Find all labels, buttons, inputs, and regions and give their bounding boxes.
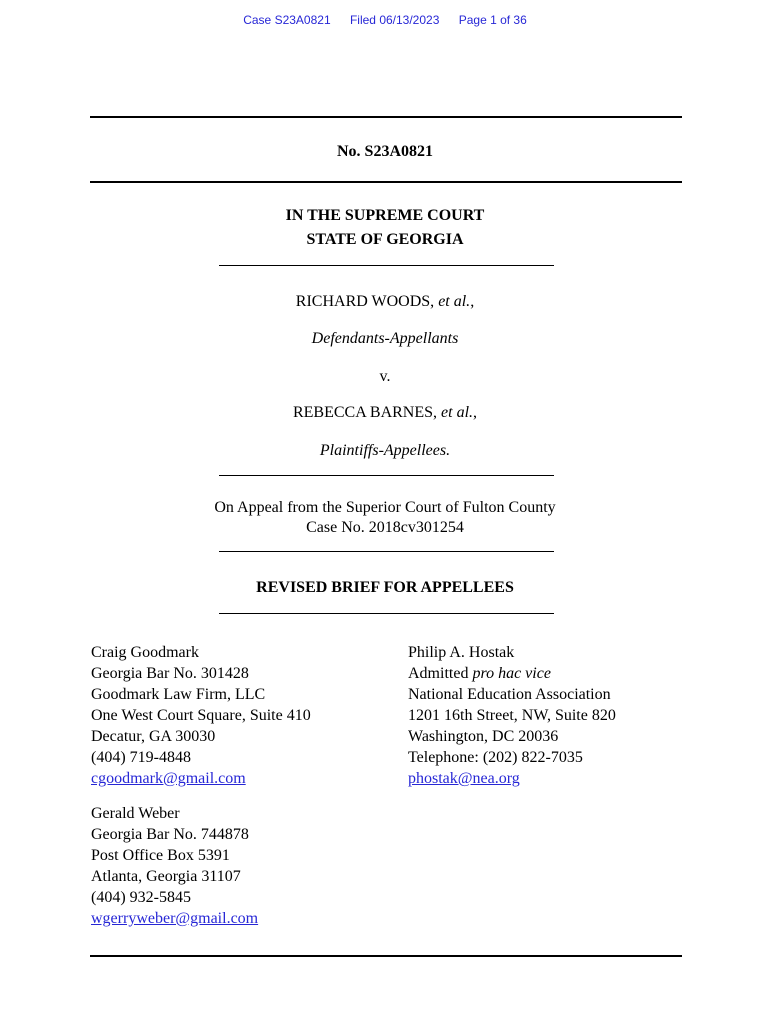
docket-number: No. S23A0821 — [336, 143, 433, 160]
counsel-organization: National Education Association — [408, 686, 611, 703]
counsel-name: Philip A. Hostak — [408, 644, 515, 661]
appellant-role: Defendants-Appellants — [311, 330, 459, 347]
counsel-phone: (404) 932-5845 — [91, 889, 191, 906]
counsel-hostak — [408, 642, 616, 789]
counsel-admission: Admitted pro hac vice — [408, 665, 551, 682]
appellee-name: REBECCA BARNES, — [292, 404, 438, 421]
counsel-email-link[interactable]: phostak@nea.org — [408, 770, 520, 787]
title-divider — [219, 613, 554, 614]
lower-court-case-number: Case No. 2018cv301254 — [306, 519, 464, 536]
filing-header — [0, 13, 770, 27]
court-name: IN THE SUPREME COURT — [285, 207, 485, 224]
counsel-email-link[interactable]: wgerryweber@gmail.com — [91, 910, 259, 927]
counsel-email-link[interactable]: cgoodmark@gmail.com — [91, 770, 246, 787]
counsel-firm: Goodmark Law Firm, LLC — [91, 686, 266, 703]
parties-divider — [219, 475, 554, 476]
appeal-divider — [219, 551, 554, 552]
counsel-goodmark — [91, 642, 311, 789]
appellee-role: Plaintiffs-Appellees. — [319, 442, 451, 459]
filing-date: Filed 06/13/2023 — [349, 13, 440, 27]
counsel-name: Gerald Weber — [91, 805, 180, 822]
filing-page-number: Page 1 of 36 — [458, 13, 527, 27]
appeal-origin: On Appeal from the Superior Court of Fulton County — [214, 499, 556, 516]
appellee-etal: et al. — [441, 404, 474, 421]
counsel-bar-number: Georgia Bar No. 301428 — [91, 665, 249, 682]
docket-rule — [90, 181, 682, 183]
versus: v. — [379, 368, 391, 385]
appellant-name: RICHARD WOODS, — [295, 293, 435, 310]
counsel-address-line-1: 1201 16th Street, NW, Suite 820 — [408, 707, 616, 724]
appellant-etal: et al. — [438, 293, 471, 310]
counsel-weber — [91, 803, 258, 929]
counsel-bar-number: Georgia Bar No. 744878 — [91, 826, 249, 843]
counsel-address-line-1: Post Office Box 5391 — [91, 847, 230, 864]
brief-title: REVISED BRIEF FOR APPELLEES — [256, 579, 514, 596]
counsel-phone: (404) 719-4848 — [91, 749, 191, 766]
filing-case-number: Case S23A0821 — [243, 13, 331, 27]
bottom-rule — [90, 955, 682, 957]
counsel-name: Craig Goodmark — [91, 644, 199, 661]
counsel-address-line-2: Washington, DC 20036 — [408, 728, 559, 745]
counsel-address-line-1: One West Court Square, Suite 410 — [91, 707, 311, 724]
court-divider — [219, 265, 554, 266]
counsel-address-line-2: Atlanta, Georgia 31107 — [91, 868, 241, 885]
counsel-address-line-2: Decatur, GA 30030 — [91, 728, 216, 745]
top-rule — [90, 116, 682, 118]
appellee-line: REBECCA BARNES, et al., — [292, 404, 478, 421]
court-state: STATE OF GEORGIA — [306, 231, 464, 248]
appellant-line: RICHARD WOODS, et al., — [295, 293, 475, 310]
counsel-phone: Telephone: (202) 822-7035 — [408, 749, 583, 766]
